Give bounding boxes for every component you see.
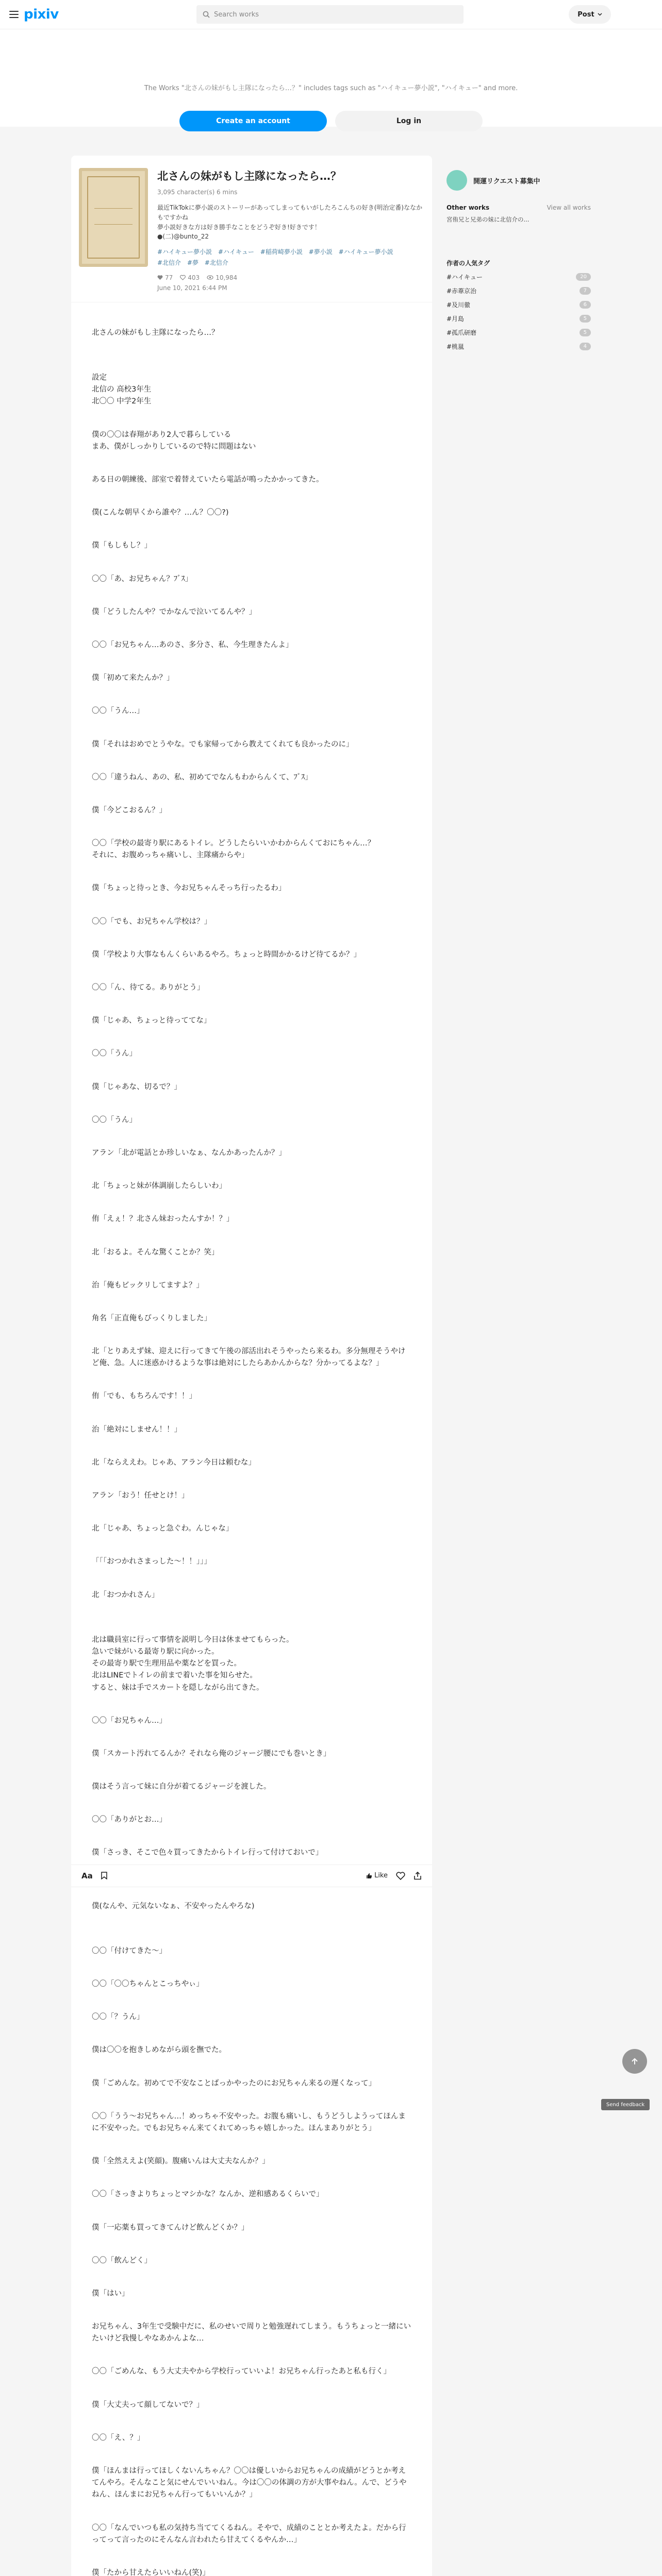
novel-blank-line bbox=[92, 1060, 411, 1081]
send-feedback-button[interactable]: Send feedback bbox=[601, 2099, 650, 2110]
signup-text: The Works "北さんの妹がもし主隊になったら…？" includes tags such as "ハイキュー夢小説", "ハイキュー" and more. bbox=[144, 84, 518, 92]
novel-blank-line bbox=[92, 1760, 411, 1781]
novel-paragraph: 〇〇「違うねん、あの、私、初めてでなんもわからんくて、ﾌﾞｽ」 bbox=[92, 773, 312, 782]
novel-paragraph: 〇〇「学校の最寄り駅にあるトイレ。どうしたらいいかわからんくておにちゃん…？ bbox=[92, 839, 375, 848]
like-icon bbox=[366, 1873, 372, 1879]
reader-toolbar bbox=[71, 1865, 432, 1887]
tag-link[interactable]: #ハイキュー夢小説 bbox=[338, 248, 393, 256]
pixiv-logo[interactable]: pixiv bbox=[24, 7, 59, 22]
tag-link[interactable]: #北信介 bbox=[157, 259, 181, 267]
novel-blank-line bbox=[92, 928, 411, 949]
caption-line: ●(二)@bunto_22 bbox=[157, 233, 209, 241]
novel-blank-line bbox=[92, 751, 411, 772]
novel-paragraph: 〇〇「うう〜お兄ちゃん…！めっちゃ不安やった。お腹も痛いし、もうどうしようってほんまに不安やった。でもお兄ちゃん来てくれてめっちゃ嬉しかった。ほんまありがとう」 bbox=[92, 2112, 406, 2132]
novel-paragraph: 〇〇「なんでいつも私の気持ち当ててくるねん。そやで、成績のこととか考えたよ。だから行ってって言ったのにそんなん言われたら甘えてくるやんか…」 bbox=[92, 2523, 406, 2544]
popular-tag-list bbox=[446, 273, 591, 351]
create-account-button[interactable]: Create an account bbox=[179, 111, 327, 131]
novel-blank-line bbox=[92, 585, 411, 606]
posted-date: June 10, 2021 6:44 PM bbox=[157, 284, 227, 292]
popular-tag-item[interactable] bbox=[446, 328, 591, 337]
novel-blank-line bbox=[92, 408, 411, 429]
novel-blank-line bbox=[92, 2023, 411, 2044]
novel-paragraph: 〇〇「でも、お兄ちゃん学校は？」 bbox=[92, 917, 211, 926]
main-content bbox=[0, 127, 662, 2576]
novel-paragraph: 北さんの妹がもし主隊になったら…？ bbox=[92, 328, 219, 337]
novel-paragraph: それに、お腹めっちゃ痛いし、主隊痛からや」 bbox=[92, 851, 249, 860]
font-settings-button[interactable]: Aa bbox=[81, 1871, 93, 1880]
likes-stat: 77 bbox=[157, 274, 173, 281]
novel-blank-line bbox=[92, 339, 411, 372]
novel-paragraph: 僕「たから甘えたらいいねん(笑)」 bbox=[92, 2568, 210, 2576]
novel-blank-line bbox=[92, 2234, 411, 2255]
heart-icon bbox=[180, 275, 186, 280]
share-button[interactable] bbox=[413, 1872, 422, 1880]
novel-blank-line bbox=[92, 453, 411, 474]
novel-paragraph: 北「ちょっと妹が体調崩したらしいわ」 bbox=[92, 1182, 226, 1191]
popular-tag-name: #孤爪研磨 bbox=[446, 329, 477, 337]
popular-tag-name: #ハイキュー bbox=[446, 274, 483, 281]
novel-paragraph: 僕「それはおめでとうやな。でも家帰ってから教えてくれても良かったのに」 bbox=[92, 740, 354, 749]
novel-blank-line bbox=[92, 1325, 411, 1346]
popular-tag-count: 5 bbox=[580, 329, 591, 336]
tag-list bbox=[157, 247, 424, 269]
novel-paragraph: まあ、僕がしっかりしているので特に問題はない bbox=[92, 442, 256, 451]
novel-paragraph: 僕はそう言って妹に自分が着てるジャージを渡した。 bbox=[92, 1783, 271, 1791]
bookmark-flag-icon[interactable] bbox=[101, 1872, 107, 1879]
post-button[interactable] bbox=[569, 5, 611, 24]
novel-blank-line bbox=[92, 1469, 411, 1490]
novel-paragraph: すると、妹は手でスカートを隠しながら出てきた。 bbox=[92, 1683, 264, 1692]
novel-blank-line bbox=[92, 1226, 411, 1247]
search-input[interactable] bbox=[196, 5, 464, 24]
sidebar bbox=[446, 156, 591, 351]
caption-line: 夢小説好きな方は好き勝手なことをどうぞ好き!好きです！ bbox=[157, 223, 321, 231]
popular-tag-name: #桃嵐 bbox=[446, 343, 465, 351]
novel-blank-line bbox=[92, 519, 411, 540]
arrow-up-icon bbox=[631, 2057, 639, 2065]
novel-paragraph: 北〇〇 中学2年生 bbox=[92, 397, 152, 406]
author-name[interactable]: 開運リクエスト募集中 bbox=[473, 177, 540, 185]
novel-blank-line bbox=[92, 1126, 411, 1147]
tag-link[interactable]: #ハイキュー bbox=[218, 248, 254, 256]
popular-tag-item[interactable] bbox=[446, 314, 591, 323]
novel-blank-line bbox=[92, 1826, 411, 1847]
bookmarks-stat: 403 bbox=[180, 274, 200, 281]
novel-paragraph: 僕「じゃあな、切るで？」 bbox=[92, 1082, 181, 1091]
novel-blank-line bbox=[92, 1369, 411, 1391]
novel-blank-line bbox=[92, 1403, 411, 1424]
novel-paragraph: 北「じゃあ、ちょっと急ぐわ。んじゃな」 bbox=[92, 1524, 234, 1533]
like-icon bbox=[157, 275, 163, 280]
popular-tag-item[interactable] bbox=[446, 286, 591, 295]
novel-paragraph: 僕「もしもし？」 bbox=[92, 541, 152, 550]
novel-blank-line bbox=[92, 2345, 411, 2366]
novel-paragraph: 角名「正直俺もびっくりしました」 bbox=[92, 1314, 211, 1323]
popular-tag-name: #赤葦京治 bbox=[446, 287, 477, 295]
novel-paragraph: 北「おつかれさん」 bbox=[92, 1590, 159, 1599]
novel-paragraph: 僕「全然ええよ(笑顔)。腹痛いんは大丈夫なんか？」 bbox=[92, 2157, 270, 2166]
popular-tag-name: #及川徹 bbox=[446, 301, 471, 309]
novel-paragraph: 僕「スカート汚れてるんか？それなら俺のジャージ腰にでも巻いとき」 bbox=[92, 1749, 331, 1758]
novel-blank-line bbox=[92, 895, 411, 916]
novel-paragraph: 〇〇「ありがとお…」 bbox=[92, 1816, 167, 1824]
work-title: 北さんの妹がもし主隊になったら…？ bbox=[157, 170, 341, 182]
novel-paragraph: 〇〇「え、？」 bbox=[92, 2433, 145, 2442]
work-card bbox=[71, 156, 432, 2576]
novel-blank-line bbox=[92, 1727, 411, 1748]
novel-paragraph: 僕「初めて来たんか？」 bbox=[92, 674, 174, 683]
view-all-works-link[interactable]: View all works bbox=[547, 204, 591, 211]
novel-paragraph: 〇〇「〇〇ちゃんとこっちやぃ」 bbox=[92, 1980, 204, 1989]
tag-link[interactable]: #稲荷崎夢小説 bbox=[260, 248, 303, 256]
popular-tag-count: 4 bbox=[580, 343, 591, 350]
novel-paragraph: 僕「大丈夫って顔してないで？」 bbox=[92, 2400, 204, 2409]
novel-blank-line bbox=[92, 1159, 411, 1180]
novel-paragraph: 北「ならええわ。じゃあ、アラン今日は頼むな」 bbox=[92, 1458, 256, 1467]
novel-blank-line bbox=[92, 1568, 411, 1589]
novel-paragraph: 〇〇「あ、お兄ちゃん？ﾌﾞｽ」 bbox=[92, 574, 193, 583]
like-button[interactable]: Like bbox=[366, 1872, 388, 1879]
search-icon bbox=[203, 11, 210, 18]
novel-blank-line bbox=[92, 552, 411, 573]
novel-blank-line bbox=[92, 2300, 411, 2321]
popular-tag-count: 7 bbox=[580, 287, 591, 295]
novel-paragraph: 設定 bbox=[92, 374, 107, 382]
novel-paragraph: 〇〇「ごめんな、もう大丈夫やから学校行っていいよ！お兄ちゃん行ったあと私も行く」 bbox=[92, 2367, 391, 2376]
novel-paragraph: 僕「ごめんな。初めてで不安なことばっかやったのにお兄ちゃん来るの遅くなって」 bbox=[92, 2079, 376, 2088]
novel-blank-line bbox=[92, 1192, 411, 1213]
novel-paragraph: 侑「でも、もちろんです！！」 bbox=[92, 1392, 196, 1401]
novel-paragraph: 〇〇「お兄ちゃん…」 bbox=[92, 1716, 167, 1725]
work-caption bbox=[157, 203, 424, 241]
novel-paragraph: 僕「さっき、そこで色々買ってきたからトイレ行って付けておいで」 bbox=[92, 1849, 323, 1857]
novel-paragraph: 僕「一応薬も買ってきてんけど飲んどくか？」 bbox=[92, 2223, 249, 2232]
novel-paragraph: 「「「おつかれさまっした〜！！」」」 bbox=[92, 1557, 211, 1566]
novel-paragraph: 北「おるよ。そんな驚くことか？笑」 bbox=[92, 1248, 219, 1257]
novel-paragraph: 〇〇「？うん」 bbox=[92, 2013, 144, 2022]
tag-link[interactable]: #夢 bbox=[187, 259, 198, 267]
signup-banner bbox=[0, 29, 662, 127]
novel-blank-line bbox=[92, 2201, 411, 2222]
novel-paragraph: 〇〇「お兄ちゃん…あのさ、多分さ、私、今生理きたんよ」 bbox=[92, 640, 293, 649]
share-icon bbox=[413, 1872, 422, 1880]
tag-link[interactable]: #北信介 bbox=[204, 259, 228, 267]
novel-paragraph: 〇〇「付けてきた〜」 bbox=[92, 1946, 167, 1955]
novel-blank-line bbox=[92, 1259, 411, 1280]
hamburger-menu-icon[interactable] bbox=[9, 11, 19, 18]
novel-blank-line bbox=[92, 961, 411, 982]
novel-blank-line bbox=[92, 684, 411, 705]
scroll-to-top-button[interactable] bbox=[622, 2049, 647, 2074]
post-button-label: Post bbox=[577, 10, 594, 19]
novel-blank-line bbox=[92, 1601, 411, 1634]
novel-blank-line bbox=[92, 1990, 411, 2011]
novel-blank-line bbox=[92, 1292, 411, 1313]
novel-blank-line bbox=[92, 2090, 411, 2111]
popular-tags-heading: 作者の人気タグ bbox=[446, 260, 490, 267]
novel-paragraph: 急いで妹がいる最寄り駅に向かった。 bbox=[92, 1647, 219, 1656]
eye-icon bbox=[207, 275, 213, 280]
novel-paragraph: 〇〇「飲んどく」 bbox=[92, 2256, 152, 2265]
novel-body-continued bbox=[71, 1887, 432, 2576]
novel-paragraph: 治「絶対にしません！！」 bbox=[92, 1425, 181, 1434]
work-header bbox=[71, 156, 432, 302]
novel-blank-line bbox=[92, 1957, 411, 1978]
avatar[interactable] bbox=[446, 170, 467, 191]
novel-paragraph: アラン「おう！任せとけ！」 bbox=[92, 1492, 189, 1500]
novel-blank-line bbox=[92, 994, 411, 1015]
novel-paragraph: 僕(こんな朝早くから誰や？…ん？〇〇?) bbox=[92, 509, 229, 517]
novel-paragraph: 僕「はい」 bbox=[92, 2289, 129, 2298]
novel-blank-line bbox=[92, 2378, 411, 2399]
novel-blank-line bbox=[92, 2546, 411, 2567]
novel-blank-line bbox=[92, 1694, 411, 1715]
novel-paragraph: 北「とりあえず妹、迎えに行ってきて午後の部活出れそうやったら来るわ。多分無理そうやけど俺、急。人に迷惑かけるような事は絶対にしたらあかんからな？分かってるよな？」 bbox=[92, 1347, 406, 1368]
novel-blank-line bbox=[92, 2267, 411, 2288]
work-stats bbox=[157, 274, 424, 281]
novel-paragraph: その最寄り駅で生理用品や薬などを買った。 bbox=[92, 1659, 241, 1668]
novel-paragraph: 僕「今どこおるん？」 bbox=[92, 806, 167, 815]
other-work-link[interactable]: 宮侑兄と兄弟の妹に北信介の... bbox=[446, 216, 529, 223]
login-button[interactable]: Log in bbox=[335, 111, 483, 131]
novel-paragraph: 治「俺もビックリしてますよ？」 bbox=[92, 1281, 204, 1290]
bookmark-heart-button[interactable] bbox=[396, 1872, 405, 1880]
popular-tag-count: 5 bbox=[580, 315, 591, 323]
novel-blank-line bbox=[92, 784, 411, 805]
novel-blank-line bbox=[92, 718, 411, 739]
novel-paragraph: 〇〇「うん」 bbox=[92, 1115, 137, 1124]
novel-blank-line bbox=[92, 1502, 411, 1523]
novel-paragraph: お兄ちゃん、3年生で受験中だに、私のせいで周りと勉強遅れてしまう。もうちょっと一緒にいたいけど我慢しやなあかんよな… bbox=[92, 2323, 411, 2343]
tag-link[interactable]: #夢小説 bbox=[308, 248, 333, 256]
popular-tag-item[interactable] bbox=[446, 273, 591, 281]
top-navigation-bar bbox=[0, 0, 662, 29]
novel-paragraph: 僕(なんや、元気ないなぁ、不安やったんやろな) bbox=[92, 1902, 255, 1910]
other-works-label: Other works bbox=[446, 204, 490, 211]
novel-paragraph: 僕「ちょっと待っとき、今お兄ちゃんそっち行ったるわ」 bbox=[92, 884, 286, 893]
views-stat: 10,984 bbox=[207, 274, 237, 281]
novel-blank-line bbox=[92, 618, 411, 639]
novel-paragraph: 〇〇「ん、待てる。ありがとう」 bbox=[92, 984, 205, 992]
novel-paragraph: 〇〇「うん…」 bbox=[92, 707, 144, 716]
caption-line: 最近TikTokに夢小説のストーリーがあってしまってもいがしたろこんちの好き(明治定番)ななかもですかね bbox=[157, 204, 423, 221]
novel-blank-line bbox=[92, 2411, 411, 2432]
novel-paragraph: 侑「えぇ！？北さん妹おったんすか！？」 bbox=[92, 1215, 234, 1224]
novel-blank-line bbox=[92, 486, 411, 507]
work-length: 3,095 character(s) 6 mins bbox=[157, 189, 238, 196]
popular-tag-item[interactable] bbox=[446, 342, 591, 351]
popular-tag-name: #月島 bbox=[446, 315, 465, 323]
novel-paragraph: 北信の 高校3年生 bbox=[92, 385, 152, 394]
novel-blank-line bbox=[92, 651, 411, 672]
novel-paragraph: 北はLINEでトイレの前まで着いた事を知らせた。 bbox=[92, 1671, 257, 1680]
novel-blank-line bbox=[92, 1912, 411, 1945]
novel-blank-line bbox=[92, 2501, 411, 2522]
novel-paragraph: 僕「じゃあ、ちょっと待っててな」 bbox=[92, 1016, 211, 1025]
novel-blank-line bbox=[92, 2167, 411, 2189]
novel-paragraph: 僕「ほんまは行ってほしくないんちゃん？〇〇は優しいからお兄ちゃんの成績がどうとか考えてんやろ。そんなこと気にせんでいいねん。今は〇〇の体調の方が大事やねん。んで、どうやねん、ほんまにお兄ちゃん行ってもいいんか？」 bbox=[92, 2467, 407, 2499]
novel-blank-line bbox=[92, 1093, 411, 1114]
novel-paragraph: 僕は〇〇を抱きしめながら頭を撫でた。 bbox=[92, 2046, 226, 2055]
novel-paragraph: ある日の朝練後、部室で着替えていたら電話が鳴ったかかってきた。 bbox=[92, 476, 324, 484]
work-cover-image[interactable] bbox=[79, 168, 148, 267]
tag-link[interactable]: #ハイキュー夢小説 bbox=[157, 248, 212, 256]
novel-blank-line bbox=[92, 2057, 411, 2078]
novel-blank-line bbox=[92, 1793, 411, 1814]
novel-blank-line bbox=[92, 1027, 411, 1048]
novel-paragraph: 〇〇「さっきよりちょっとマシかな？なんか、逆和感あるくらいで」 bbox=[92, 2190, 324, 2199]
novel-paragraph: 僕の〇〇は春翔があり2人で暮らしている bbox=[92, 430, 231, 439]
popular-tag-count: 6 bbox=[580, 301, 591, 309]
novel-body bbox=[71, 302, 432, 1859]
novel-blank-line bbox=[92, 2444, 411, 2465]
novel-blank-line bbox=[92, 861, 411, 883]
popular-tag-count: 20 bbox=[576, 273, 591, 281]
novel-paragraph: 北は職員室に行って事情を説明し今日は休ませてもらった。 bbox=[92, 1635, 294, 1644]
novel-paragraph: 僕「学校より大事なもんくらいあるやろ。ちょっと時間かかるけど待てるか？」 bbox=[92, 950, 361, 959]
novel-paragraph: 僕「どうしたんや？でかなんで泣いてるんや？」 bbox=[92, 607, 256, 616]
heart-icon bbox=[396, 1872, 405, 1880]
novel-blank-line bbox=[92, 1535, 411, 1556]
chevron-down-icon bbox=[598, 13, 602, 16]
novel-blank-line bbox=[92, 1436, 411, 1457]
search-placeholder: Search works bbox=[214, 10, 259, 19]
novel-paragraph: 〇〇「うん」 bbox=[92, 1049, 137, 1058]
author-profile[interactable] bbox=[446, 170, 591, 191]
popular-tag-item[interactable] bbox=[446, 300, 591, 309]
novel-blank-line bbox=[92, 2134, 411, 2156]
novel-paragraph: アラン「北が電話とか珍しいなぁ、なんかあったんか？」 bbox=[92, 1148, 286, 1157]
novel-blank-line bbox=[92, 817, 411, 838]
brand bbox=[9, 7, 59, 22]
